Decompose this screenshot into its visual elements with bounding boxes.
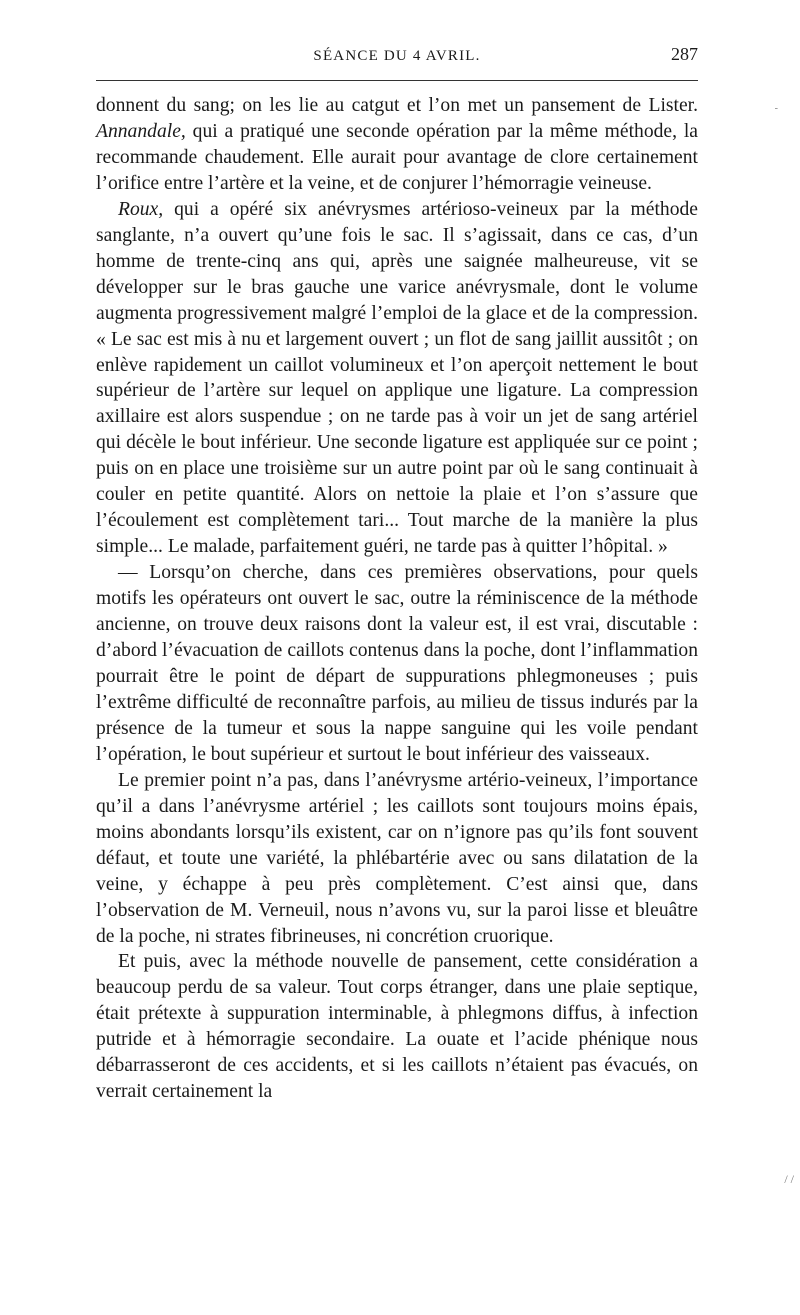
italic-name: Annandale, bbox=[96, 120, 186, 142]
margin-mark-top: - bbox=[774, 103, 778, 114]
margin-mark-bottom: / / bbox=[784, 1172, 794, 1186]
paragraph-5 bbox=[96, 949, 698, 1105]
running-head bbox=[96, 44, 698, 70]
text-run: — Lorsqu’on cherche, dans ces premières observations, pour quels motifs les opérateurs ont ouvert le sac, outre la réminiscence de la méthode ancienne, on trouve deux raisons dont la valeur est, il est vrai, discutable : d’abord l’évacuation de caillots contenus dans la poche, dont l’inflammation pourrait être le point de départ de suppurations phlegmoneuses ; puis l’extrême difficulté de reconnaître parfois, au milieu de tissus indurés par la présence de la tumeur et sous la nappe sanguine qui les voile pendant l’opération, le bout supérieur et surtout le bout inférieur des vaisseaux. bbox=[96, 562, 698, 765]
paragraph-4 bbox=[96, 768, 698, 950]
text-run: donnent du sang; on les lie au catgut et l’on met un pansement de Lister. bbox=[96, 95, 698, 116]
text-run: qui a opéré six anévrysmes artérioso-veineux par la méthode sanglante, n’a ouvert qu’une fois le sac. Il s’agissait, dans ce cas, d’un homme de trente-cinq ans qui, après une saignée malheureuse, vit se développer sur le bras gauche une varice anévrysmale, dont le volume augmenta progressivement malgré l’emploi de la glace et de la compression. « Le sac est mis à nu et largement ouvert ; un flot de sang jaillit aussitôt ; on enlève rapidement un caillot volumineux et l’on aperçoit nettement le bout supérieur de l’artère sur lequel on applique une ligature. La compression axillaire est alors suspendue ; on ne tarde pas à voir un jet de sang artériel qui décèle le bout inférieur. Une seconde ligature est appliquée sur ce point ; puis on en place une troisième sur un autre point par où le sang continuait à couler en petite quantité. Alors on nettoie la plaie et l’on s’assure que l’écoulement est complètement tari... Tout marche de la manière la plus simple... Le malade, parfaitement guéri, ne tarde pas à quitter l’hôpital. » bbox=[96, 198, 698, 558]
text-run: Et puis, avec la méthode nouvelle de pansement, cette considération a beaucoup perdu de sa valeur. Tout corps étranger, dans une plaie septique, était prétexte à suppuration interminable, à phlegmons diffus, à infection putride et à hémorragie secondaire. La ouate et l’acide phénique nous débarrasseront de ces accidents, et si les caillots n’étaient pas évacués, on verrait certainement la bbox=[96, 951, 698, 1103]
body-text bbox=[96, 93, 698, 1105]
paragraph-2 bbox=[96, 197, 698, 560]
running-title: SÉANCE DU 4 AVRIL. bbox=[313, 48, 481, 64]
page-number: 287 bbox=[671, 44, 698, 64]
paragraph-3 bbox=[96, 560, 698, 768]
text-run: Le premier point n’a pas, dans l’anévrysme artério-veineux, l’importance qu’il a dans l’anévrysme artériel ; les caillots sont toujours moins épais, moins abondants lorsqu’ils existent, car on n’ignore pas qu’ils font souvent défaut, et toute une variété, la phlébartérie avec ou sans dilatation de la veine, y échappe à peu près complètement. C’est ainsi que, dans l’observation de M. Verneuil, nous n’avons vu, sur la paroi lisse et bleuâtre de la poche, ni strates fibrineuses, ni concrétion cruorique. bbox=[96, 769, 698, 947]
header-rule bbox=[96, 80, 698, 81]
text-run: qui a pratiqué une seconde opération par la même méthode, la recommande chaudement. Elle aurait pour avantage de clore certainement l’orifice entre l’artère et la veine, et de conjurer l’hémorragie veineuse. bbox=[96, 120, 698, 194]
paragraph-1 bbox=[96, 93, 698, 197]
italic-name: Roux, bbox=[118, 198, 164, 220]
